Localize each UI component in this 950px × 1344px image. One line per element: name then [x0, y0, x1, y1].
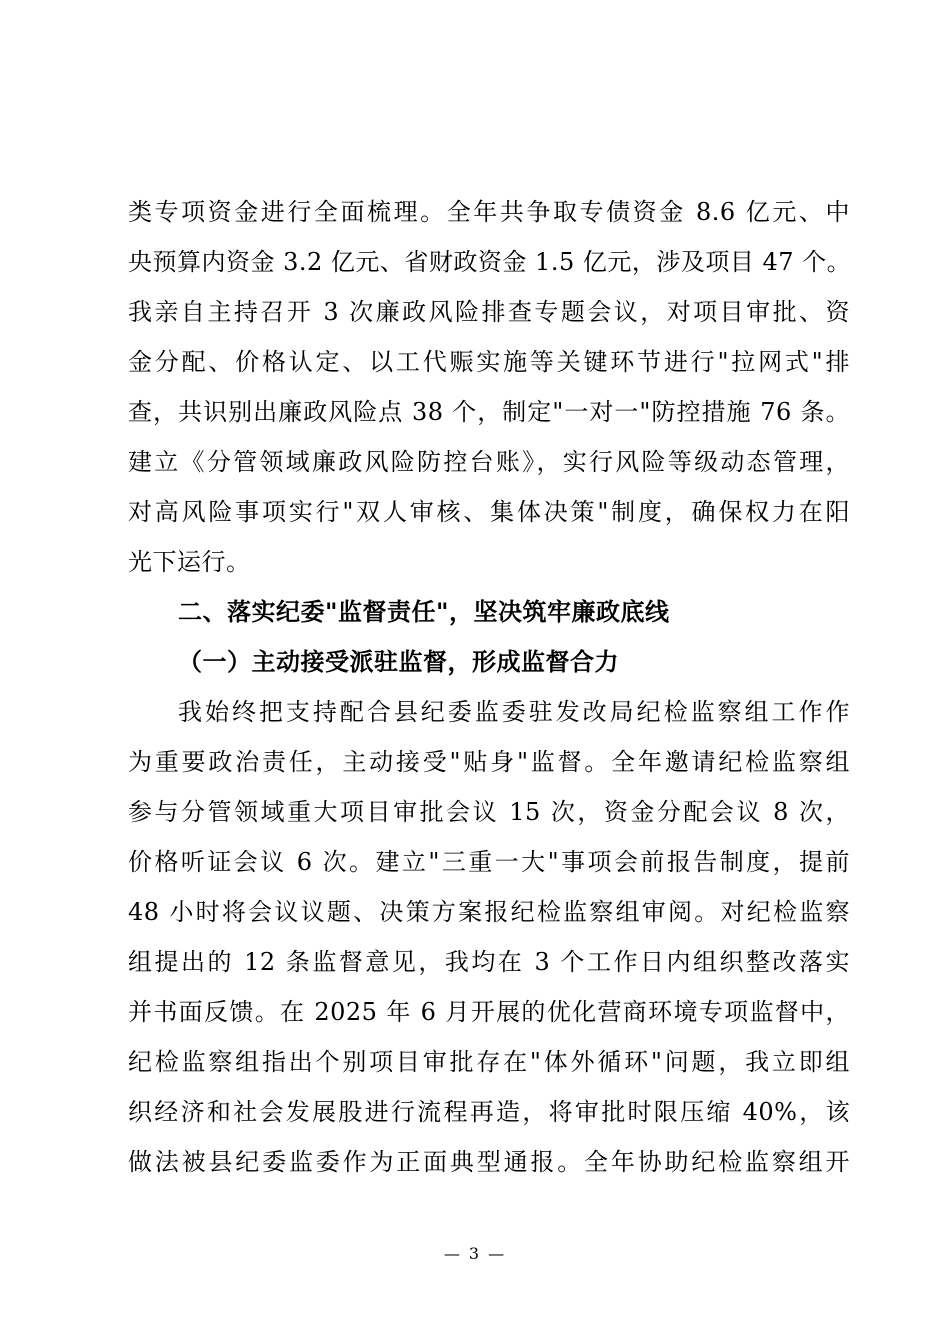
paragraph-line: 48 小时将会议议题、决策方案报纪检监察组审阅。对纪检监察	[128, 898, 850, 926]
paragraph-line: 织经济和社会发展股进行流程再造，将审批时限压缩 40%，该	[128, 1098, 850, 1126]
section-heading: 二、落实纪委"监督责任"，坚决筑牢廉政底线	[178, 598, 670, 626]
paragraph-line: 建立《分管领域廉政风险防控台账》，实行风险等级动态管理，	[128, 448, 850, 476]
paragraph-line: 并书面反馈。在 2025 年 6 月开展的优化营商环境专项监督中，	[128, 998, 850, 1026]
paragraph-line: 参与分管领域重大项目审批会议 15 次，资金分配会议 8 次，	[128, 798, 850, 826]
paragraph-line: 纪检监察组指出个别项目审批存在"体外循环"问题，我立即组	[128, 1048, 850, 1076]
paragraph-line: 我始终把支持配合县纪委监委驻发改局纪检监察组工作作	[178, 698, 850, 726]
subsection-heading: （一）主动接受派驻监督，形成监督合力	[178, 648, 619, 676]
paragraph-line: 对高风险事项实行"双人审核、集体决策"制度，确保权力在阳	[128, 498, 850, 526]
paragraph-line: 类专项资金进行全面梳理。全年共争取专债资金 8.6 亿元、中	[128, 198, 850, 226]
paragraph-line: 做法被县纪委监委作为正面典型通报。全年协助纪检监察组开	[128, 1148, 850, 1176]
paragraph-line: 光下运行。	[128, 548, 251, 576]
paragraph-line: 查，共识别出廉政风险点 38 个，制定"一对一"防控措施 76 条。	[128, 398, 850, 426]
paragraph-line: 组提出的 12 条监督意见，我均在 3 个工作日内组织整改落实	[128, 948, 850, 976]
paragraph-line: 我亲自主持召开 3 次廉政风险排查专题会议，对项目审批、资	[128, 298, 850, 326]
page-number: — 3 —	[443, 1244, 507, 1263]
paragraph-line: 央预算内资金 3.2 亿元、省财政资金 1.5 亿元，涉及项目 47 个。	[128, 248, 852, 276]
paragraph-line: 价格听证会议 6 次。建立"三重一大"事项会前报告制度，提前	[128, 848, 850, 876]
paragraph-line: 为重要政治责任，主动接受"贴身"监督。全年邀请纪检监察组	[128, 748, 850, 776]
paragraph-line: 金分配、价格认定、以工代赈实施等关键环节进行"拉网式"排	[128, 348, 850, 376]
